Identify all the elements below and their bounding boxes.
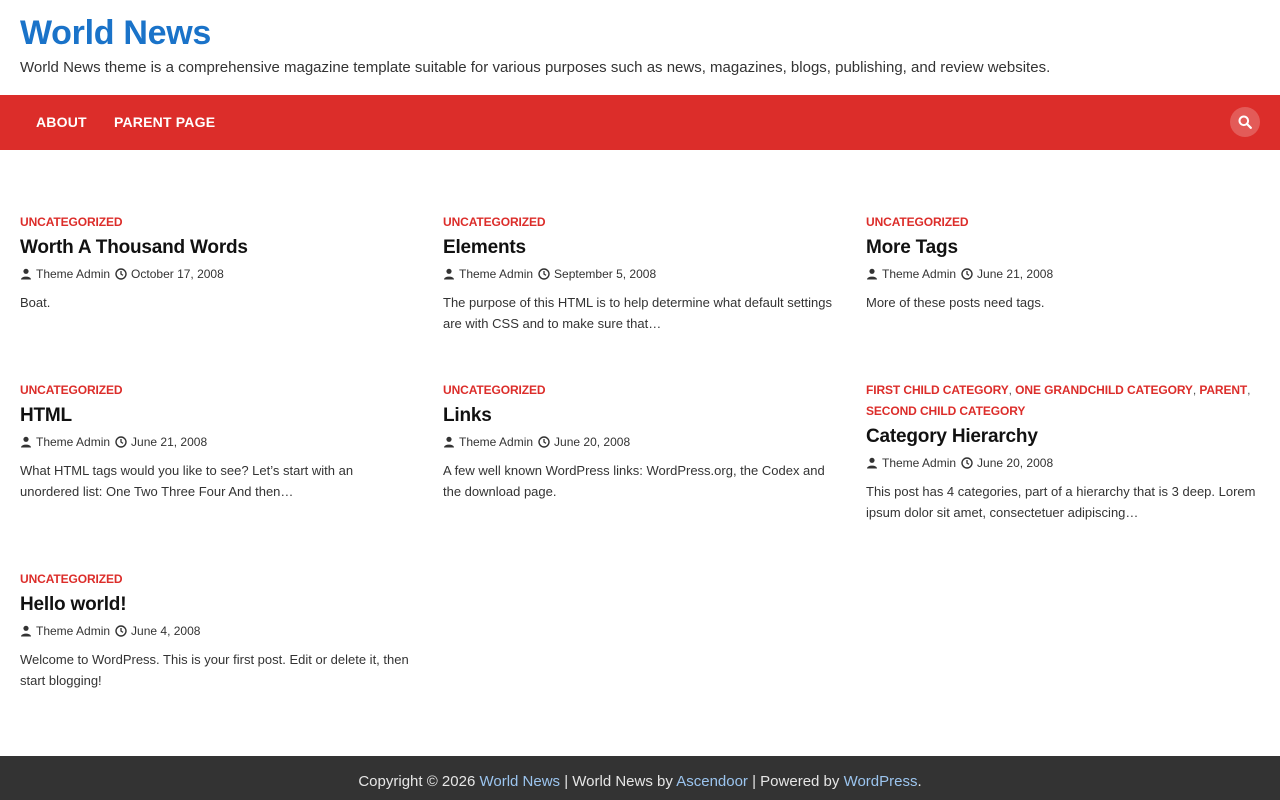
post-card bbox=[443, 380, 838, 502]
post-meta bbox=[443, 433, 838, 450]
user-icon bbox=[866, 457, 878, 469]
date-text: June 20, 2008 bbox=[977, 455, 1054, 470]
clock-icon bbox=[538, 268, 550, 280]
category-link[interactable]: SECOND CHILD CATEGORY bbox=[866, 404, 1026, 418]
post-meta bbox=[20, 622, 415, 639]
category-separator: , bbox=[1008, 383, 1016, 397]
user-icon bbox=[866, 268, 878, 280]
user-icon bbox=[443, 436, 455, 448]
date-text: June 21, 2008 bbox=[977, 266, 1054, 281]
post-date[interactable] bbox=[115, 267, 224, 281]
post-card bbox=[20, 212, 415, 313]
category-link[interactable]: UNCATEGORIZED bbox=[866, 215, 969, 229]
post-meta bbox=[866, 265, 1261, 282]
post-categories bbox=[443, 212, 838, 233]
site-description: World News theme is a comprehensive magazine template suitable for various purposes such as news, magazines, blogs, publishing, and review websites. bbox=[20, 59, 1051, 76]
author-name: Theme Admin bbox=[882, 455, 957, 470]
nav-item-parent-page[interactable]: PARENT PAGE bbox=[114, 114, 216, 130]
post-excerpt: What HTML tags would you like to see? Let’s start with an unordered list: One Two Three Four And then… bbox=[20, 463, 354, 499]
post-date[interactable] bbox=[115, 624, 200, 638]
post-title[interactable]: HTML bbox=[20, 405, 72, 426]
post-categories bbox=[20, 212, 415, 233]
post-title[interactable]: Elements bbox=[443, 237, 526, 258]
post-date[interactable] bbox=[961, 456, 1053, 470]
category-link[interactable]: ONE GRANDCHILD CATEGORY bbox=[1015, 383, 1193, 397]
clock-icon bbox=[538, 436, 550, 448]
post-author[interactable] bbox=[866, 267, 956, 281]
site-footer bbox=[0, 756, 1280, 800]
post-title[interactable]: Category Hierarchy bbox=[866, 426, 1038, 447]
post-excerpt: Welcome to WordPress. This is your first post. Edit or delete it, then start blogging! bbox=[20, 652, 409, 688]
user-icon bbox=[443, 268, 455, 280]
date-text: June 4, 2008 bbox=[131, 623, 201, 638]
post-excerpt: The purpose of this HTML is to help determine what default settings are with CSS and to make sure that… bbox=[443, 295, 832, 331]
post-card bbox=[866, 212, 1261, 313]
post-title[interactable]: Worth A Thousand Words bbox=[20, 237, 248, 258]
post-date[interactable] bbox=[538, 435, 630, 449]
author-name: Theme Admin bbox=[36, 623, 111, 638]
post-categories bbox=[866, 380, 1261, 422]
post-excerpt: More of these posts need tags. bbox=[866, 295, 1045, 310]
author-name: Theme Admin bbox=[882, 266, 957, 281]
clock-icon bbox=[115, 436, 127, 448]
clock-icon bbox=[961, 457, 973, 469]
author-name: Theme Admin bbox=[459, 434, 534, 449]
post-author[interactable] bbox=[20, 624, 110, 638]
user-icon bbox=[20, 268, 32, 280]
post-card bbox=[20, 380, 415, 502]
post-excerpt: A few well known WordPress links: WordPress.org, the Codex and the download page. bbox=[443, 463, 825, 499]
post-categories bbox=[20, 380, 415, 401]
post-categories bbox=[866, 212, 1261, 233]
post-card bbox=[866, 380, 1261, 523]
site-title[interactable]: World News bbox=[20, 14, 211, 52]
post-meta bbox=[20, 265, 415, 282]
footer-site-link[interactable]: World News bbox=[479, 773, 561, 790]
post-date[interactable] bbox=[538, 267, 656, 281]
search-button[interactable] bbox=[1230, 107, 1260, 137]
clock-icon bbox=[115, 625, 127, 637]
main-navigation bbox=[0, 95, 1280, 150]
footer-author-link[interactable]: Ascendoor bbox=[676, 773, 748, 790]
post-author[interactable] bbox=[443, 435, 533, 449]
category-link[interactable]: UNCATEGORIZED bbox=[20, 383, 123, 397]
post-author[interactable] bbox=[443, 267, 533, 281]
post-categories bbox=[20, 569, 415, 590]
date-text: October 17, 2008 bbox=[131, 266, 224, 281]
date-text: June 21, 2008 bbox=[131, 434, 208, 449]
user-icon bbox=[20, 625, 32, 637]
author-name: Theme Admin bbox=[459, 266, 534, 281]
post-author[interactable] bbox=[20, 267, 110, 281]
category-link[interactable]: UNCATEGORIZED bbox=[443, 383, 546, 397]
author-name: Theme Admin bbox=[36, 266, 111, 281]
post-date[interactable] bbox=[115, 435, 207, 449]
footer-credits bbox=[0, 773, 1280, 790]
category-link[interactable]: UNCATEGORIZED bbox=[20, 572, 123, 586]
footer-wordpress-link[interactable]: WordPress bbox=[843, 773, 918, 790]
post-meta bbox=[866, 454, 1261, 471]
site-header bbox=[0, 0, 1280, 95]
post-date[interactable] bbox=[961, 267, 1053, 281]
category-link[interactable]: FIRST CHILD CATEGORY bbox=[866, 383, 1009, 397]
search-icon bbox=[1238, 115, 1252, 129]
post-card bbox=[443, 212, 838, 334]
post-author[interactable] bbox=[866, 456, 956, 470]
post-meta bbox=[20, 433, 415, 450]
category-separator: , bbox=[1247, 383, 1251, 397]
theme-by-text: | World News by bbox=[564, 773, 673, 790]
category-separator: , bbox=[1192, 383, 1200, 397]
nav-item-about[interactable]: ABOUT bbox=[36, 114, 87, 130]
user-icon bbox=[20, 436, 32, 448]
post-card bbox=[20, 569, 415, 691]
powered-by-text: | Powered by bbox=[752, 773, 840, 790]
post-title[interactable]: Hello world! bbox=[20, 594, 127, 615]
date-text: June 20, 2008 bbox=[554, 434, 631, 449]
clock-icon bbox=[961, 268, 973, 280]
clock-icon bbox=[115, 268, 127, 280]
post-excerpt: This post has 4 categories, part of a hierarchy that is 3 deep. Lorem ipsum dolor sit amet, consectetuer adipiscing… bbox=[866, 484, 1256, 520]
category-link[interactable]: PARENT bbox=[1199, 383, 1248, 397]
post-meta bbox=[443, 265, 838, 282]
date-text: September 5, 2008 bbox=[554, 266, 657, 281]
author-name: Theme Admin bbox=[36, 434, 111, 449]
category-link[interactable]: UNCATEGORIZED bbox=[20, 215, 123, 229]
post-excerpt: Boat. bbox=[20, 295, 51, 310]
footer-period: . bbox=[917, 773, 922, 790]
post-author[interactable] bbox=[20, 435, 110, 449]
copyright-text: Copyright © 2026 bbox=[358, 773, 476, 790]
post-title[interactable]: More Tags bbox=[866, 237, 958, 258]
post-title[interactable]: Links bbox=[443, 405, 492, 426]
category-link[interactable]: UNCATEGORIZED bbox=[443, 215, 546, 229]
post-categories bbox=[443, 380, 838, 401]
